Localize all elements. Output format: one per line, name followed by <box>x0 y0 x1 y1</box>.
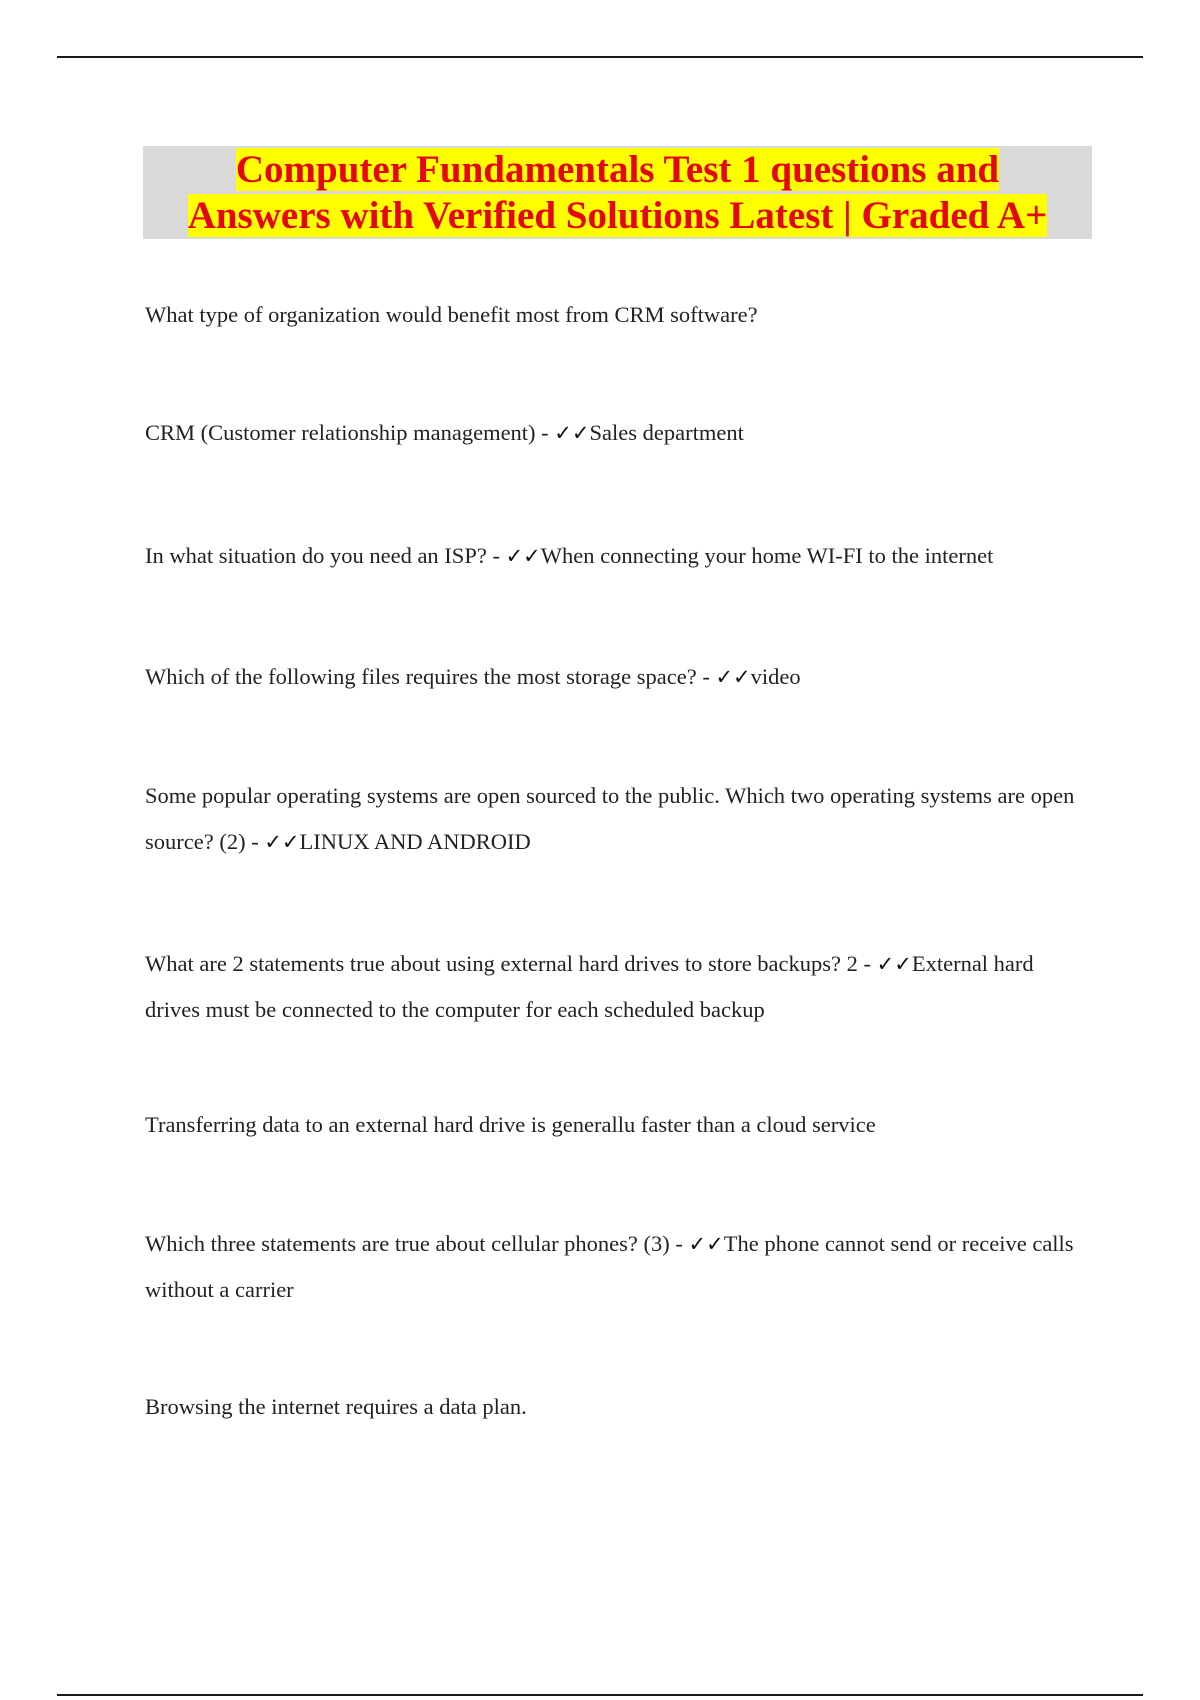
double-check-icon: ✓✓ <box>264 830 300 854</box>
question-paragraph <box>145 292 1075 338</box>
double-check-icon: ✓✓ <box>876 952 912 976</box>
top-rule <box>57 56 1143 58</box>
double-check-icon: ✓✓ <box>554 421 590 445</box>
question-paragraph <box>145 773 1075 865</box>
statement-text: Browsing the internet requires a data plan. <box>145 1394 527 1419</box>
answer-text: When connecting your home WI-FI to the internet <box>540 543 994 568</box>
title-line-1: Computer Fundamentals Test 1 questions and <box>235 148 1000 191</box>
title-line-2: Answers with Verified Solutions Latest | Graded A+ <box>187 194 1048 237</box>
double-check-icon: ✓✓ <box>505 544 541 568</box>
question-text: Which three statements are true about cellular phones? (3) - <box>145 1231 689 1256</box>
answer-text: video <box>750 664 801 689</box>
answer-text: Sales department <box>589 420 744 445</box>
question-text: What are 2 statements true about using external hard drives to store backups? 2 - <box>145 951 877 976</box>
question-text: What type of organization would benefit most from CRM software? <box>145 302 758 327</box>
question-text: In what situation do you need an ISP? - <box>145 543 506 568</box>
question-text: CRM (Customer relationship management) - <box>145 420 555 445</box>
document-title <box>143 146 1092 239</box>
answer-text: LINUX AND ANDROID <box>299 829 531 854</box>
answer-text: The phone cannot send or receive calls without a carrier <box>145 1231 1074 1302</box>
question-paragraph <box>145 410 1075 456</box>
answer-text: External hard drives must be connected to the computer for each scheduled backup <box>145 951 1034 1022</box>
question-paragraph <box>145 941 1075 1033</box>
question-paragraph <box>145 654 1075 700</box>
double-check-icon: ✓✓ <box>688 1232 724 1256</box>
double-check-icon: ✓✓ <box>715 665 751 689</box>
bottom-rule <box>57 1694 1143 1696</box>
statement-paragraph <box>145 1102 1075 1148</box>
question-paragraph <box>145 533 1075 579</box>
question-text: Some popular operating systems are open sourced to the public. Which two operating systems are open source? (2) - <box>145 783 1075 854</box>
statement-text: Transferring data to an external hard drive is generallu faster than a cloud service <box>145 1112 876 1137</box>
question-text: Which of the following files requires the most storage space? - <box>145 664 716 689</box>
question-paragraph <box>145 1221 1075 1313</box>
statement-paragraph <box>145 1384 1075 1430</box>
